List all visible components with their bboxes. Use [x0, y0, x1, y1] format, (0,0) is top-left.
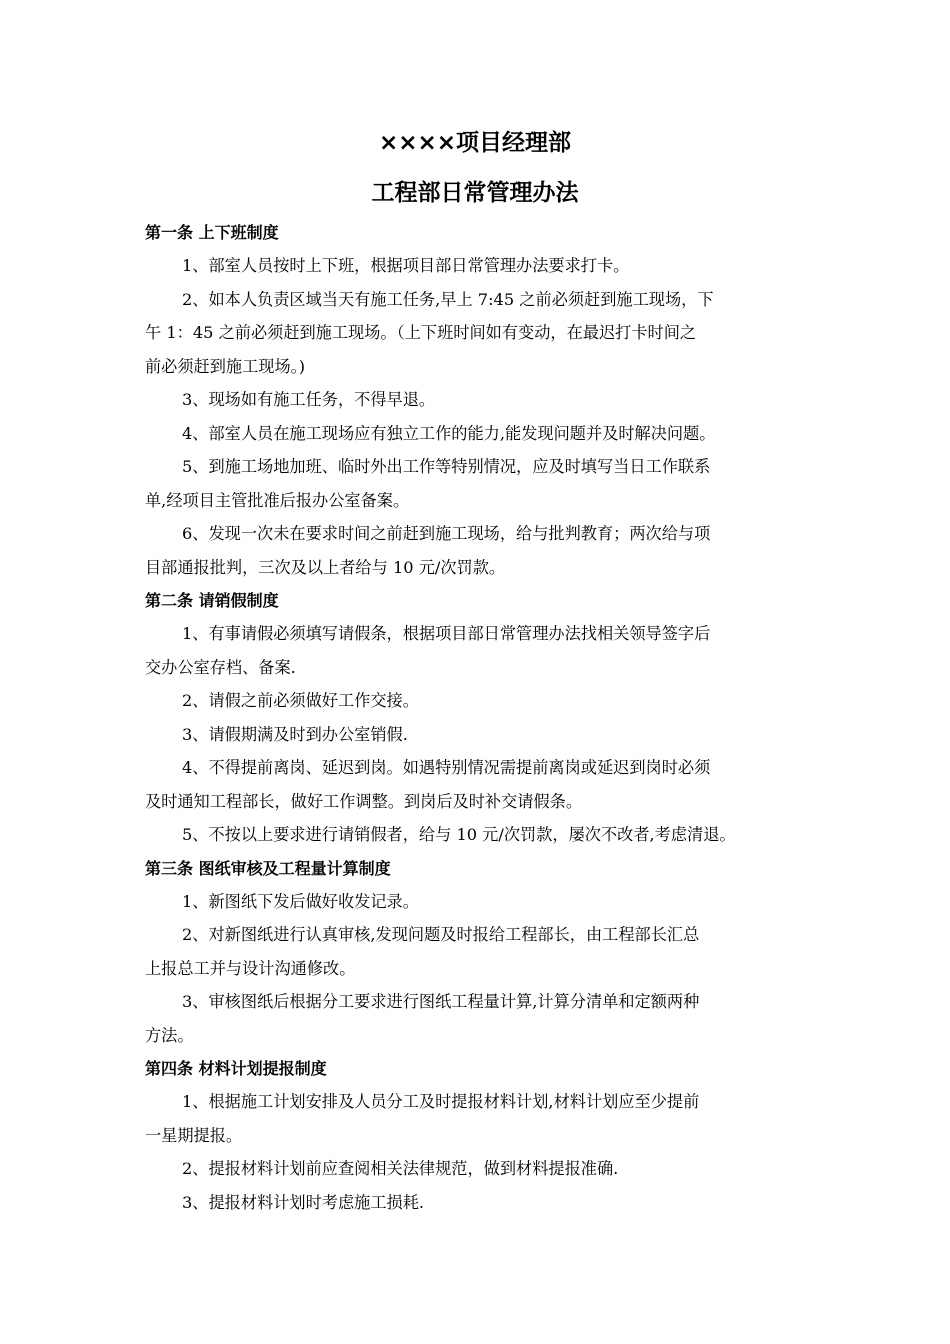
paragraph-line: 5、不按以上要求进行请销假者，给与 10 元/次罚款，屡次不改者,考虑清退。 — [182, 825, 736, 844]
section-paragraph — [145, 617, 825, 684]
paragraph-line: 3、提报材料计划时考虑施工损耗. — [182, 1192, 425, 1212]
paragraph-line: 午 1：45 之前必须赶到施工现场。（上下班时间如有变动，在最迟打卡时间之 — [145, 323, 697, 342]
paragraph-line: 目部通报批判，三次及以上者给与 10 元/次罚款。 — [145, 557, 506, 577]
paragraph-line: 3、请假期满及时到办公室销假. — [182, 724, 408, 744]
paragraph-line: 1、新图纸下发后做好收发记录。 — [182, 891, 419, 911]
section-paragraph — [145, 383, 825, 417]
section-paragraph — [145, 283, 825, 384]
section-paragraph — [145, 985, 825, 1052]
section-paragraph — [145, 818, 825, 852]
section-paragraph — [145, 417, 825, 451]
section-paragraph — [145, 885, 825, 919]
paragraph-line: 单,经项目主管批准后报办公室备案。 — [145, 490, 410, 510]
document-title-main: 工程部日常管理办法 — [371, 180, 579, 206]
section-paragraph — [145, 450, 825, 517]
section-paragraph — [145, 751, 825, 818]
paragraph-line: 1、有事请假必须填写请假条，根据项目部日常管理办法找相关领导签字后 — [182, 624, 711, 643]
section-paragraph — [145, 249, 825, 283]
paragraph-line: 上报总工并与设计沟通修改。 — [145, 958, 356, 978]
section-paragraph — [145, 1085, 825, 1152]
section-paragraph — [145, 918, 825, 985]
section-heading: 第三条 图纸审核及工程量计算制度 — [145, 858, 391, 878]
paragraph-line: 方法。 — [145, 1025, 194, 1045]
paragraph-line: 交办公室存档、备案. — [145, 657, 296, 677]
section-paragraph — [145, 718, 825, 752]
paragraph-line: 6、发现一次未在要求时间之前赶到施工现场，给与批判教育；两次给与项 — [182, 524, 711, 543]
paragraph-line: 前必须赶到施工现场。) — [145, 356, 306, 376]
section-heading: 第二条 请销假制度 — [145, 591, 279, 610]
paragraph-line: 1、部室人员按时上下班，根据项目部日常管理办法要求打卡。 — [182, 256, 630, 275]
paragraph-line: 3、审核图纸后根据分工要求进行图纸工程量计算,计算分清单和定额两种 — [182, 992, 700, 1011]
paragraph-line: 4、不得提前离岗、延迟到岗。如遇特别情况需提前离岗或延迟到岗时必须 — [182, 758, 711, 777]
section-paragraph — [145, 1186, 825, 1220]
paragraph-line: 4、部室人员在施工现场应有独立工作的能力,能发现问题并及时解决问题。 — [182, 423, 716, 443]
section-paragraph — [145, 1152, 825, 1186]
paragraph-line: 及时通知工程部长，做好工作调整。到岗后及时补交请假条。 — [145, 791, 583, 811]
paragraph-line: 2、如本人负责区域当天有施工任务,早上 7:45 之前必须赶到施工现场，下 — [182, 289, 714, 309]
document-title-org: ××××项目经理部 — [378, 130, 572, 156]
section-paragraph — [145, 684, 825, 718]
paragraph-line: 一星期提报。 — [145, 1125, 243, 1145]
paragraph-line: 5、到施工场地加班、临时外出工作等特别情况，应及时填写当日工作联系 — [182, 457, 711, 476]
paragraph-line: 2、请假之前必须做好工作交接。 — [182, 691, 419, 710]
section-paragraph — [145, 517, 825, 584]
section-heading: 第一条 上下班制度 — [145, 223, 279, 242]
paragraph-line: 2、提报材料计划前应查阅相关法律规范，做到材料提报准确. — [182, 1159, 619, 1178]
paragraph-line: 3、现场如有施工任务，不得早退。 — [182, 390, 436, 409]
paragraph-line: 2、对新图纸进行认真审核,发现问题及时报给工程部长，由工程部长汇总 — [182, 925, 700, 944]
paragraph-line: 1、根据施工计划安排及人员分工及时提报材料计划,材料计划应至少提前 — [182, 1092, 700, 1111]
document-body — [145, 216, 825, 1219]
section-heading: 第四条 材料计划提报制度 — [145, 1059, 327, 1078]
